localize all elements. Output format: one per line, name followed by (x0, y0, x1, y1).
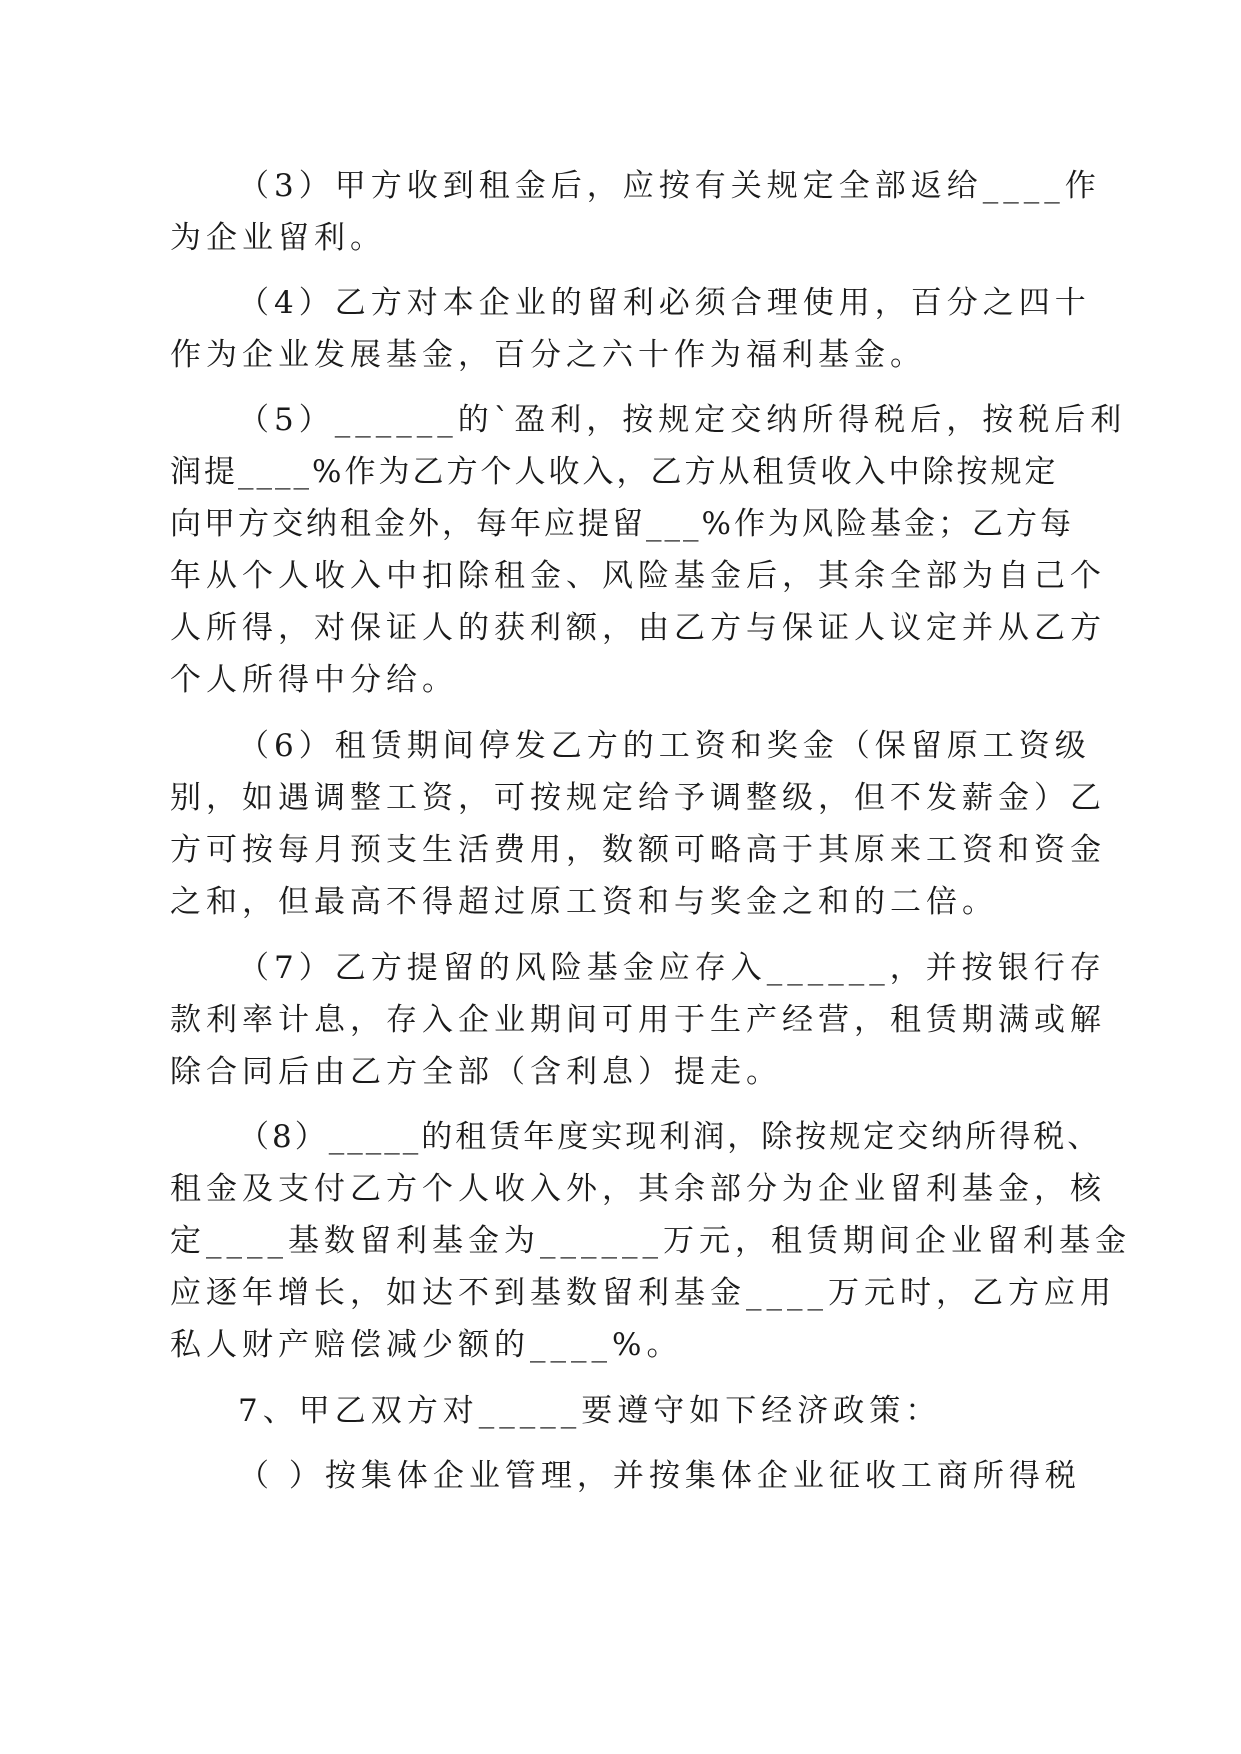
text-line: 租金及支付乙方个人收入外，其余部分为企业留利基金，核 (170, 1171, 1106, 1207)
text-line: 润提____%作为乙方个人收入，乙方从租赁收入中除按规定 (170, 454, 1059, 490)
text-line: 向甲方交纳租金外，每年应提留___%作为风险基金；乙方每 (170, 506, 1074, 542)
text-line: 款利率计息，存入企业期间可用于生产经营，租赁期满或解 (170, 1002, 1106, 1038)
text-line: （7）乙方提留的风险基金应存入______，并按银行存 (238, 950, 1106, 986)
text-line: （4）乙方对本企业的留利必须合理使用，百分之四十 (238, 285, 1091, 321)
text-line: （6）租赁期间停发乙方的工资和奖金（保留原工资级 (238, 728, 1091, 764)
text-line: （ ）按集体企业管理，并按集体企业征收工商所得税 (238, 1458, 1081, 1494)
text-line: 为企业留利。 (170, 220, 386, 256)
text-line: 私人财产赔偿减少额的____%。 (170, 1327, 683, 1363)
text-line: 人所得，对保证人的获利额，由乙方与保证人议定并从乙方 (170, 610, 1106, 646)
text-line: 别，如遇调整工资，可按规定给予调整级，但不发薪金）乙 (170, 780, 1106, 816)
text-line: 个人所得中分给。 (170, 662, 458, 698)
text-line: 之和，但最高不得超过原工资和与奖金之和的二倍。 (170, 884, 998, 920)
text-line: 7、甲乙双方对_____要遵守如下经济政策： (238, 1393, 942, 1429)
text-line: （5）______的`盈利，按规定交纳所得税后，按税后利 (238, 402, 1127, 438)
text-line: 年从个人收入中扣除租金、风险基金后，其余全部为自己个 (170, 558, 1106, 594)
text-line: 作为企业发展基金，百分之六十作为福利基金。 (170, 337, 926, 373)
text-line: 除合同后由乙方全部（含利息）提走。 (170, 1054, 782, 1090)
text-line: 定____基数留利基金为______万元，租赁期间企业留利基金 (170, 1223, 1131, 1259)
text-line: （3）甲方收到租金后，应按有关规定全部返给____作 (238, 168, 1101, 204)
text-line: 方可按每月预支生活费用，数额可略高于其原来工资和资金 (170, 832, 1106, 868)
text-line: 应逐年增长，如达不到基数留利基金____万元时，乙方应用 (170, 1275, 1116, 1311)
text-line: （8）_____的租赁年度实现利润，除按规定交纳所得税、 (238, 1119, 1102, 1155)
